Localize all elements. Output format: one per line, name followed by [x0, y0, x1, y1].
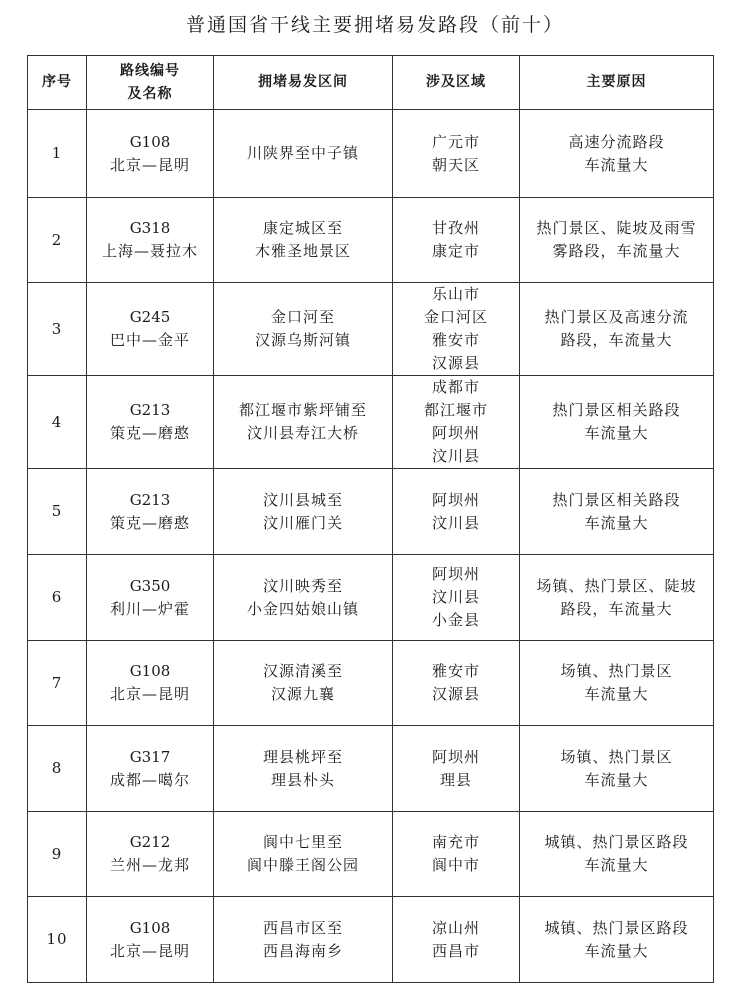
cell-area [393, 812, 520, 897]
reason-line: 车流量大 [584, 685, 649, 703]
reason-line: 热门景区相关路段 [552, 490, 681, 509]
cell-no: 10 [28, 897, 87, 983]
cell-section [214, 110, 393, 198]
section-line: 理县朴头 [270, 770, 335, 789]
cell-route [87, 198, 214, 283]
area-line: 成都市 [431, 378, 480, 396]
route-code: G108 [129, 918, 171, 937]
cell-section [214, 198, 393, 283]
cell-no: 7 [28, 641, 87, 726]
area-line: 南充市 [431, 833, 480, 851]
area-line: 汉源县 [431, 685, 480, 703]
section-line: 汶川映秀至 [262, 576, 343, 595]
cell-no: 1 [28, 110, 87, 198]
cell-reason [520, 726, 714, 812]
area-line: 乐山市 [431, 285, 480, 303]
table-row [28, 897, 714, 983]
section-line: 都江堰市紫坪铺至 [238, 401, 367, 419]
reason-line: 车流量大 [584, 941, 649, 960]
route-code: G212 [129, 833, 171, 851]
table-row [28, 469, 714, 555]
area-line: 康定市 [431, 242, 480, 260]
section-line: 汶川县寿江大桥 [246, 424, 359, 442]
cell-no: 2 [28, 198, 87, 283]
reason-line: 路段，车流量大 [560, 331, 673, 349]
area-line: 汶川县 [431, 588, 480, 606]
table-row [28, 283, 714, 376]
table-header-row [28, 56, 714, 110]
route-name: 策克—磨憨 [109, 424, 190, 442]
table-row [28, 726, 714, 812]
cell-reason [520, 897, 714, 983]
route-code: G245 [129, 308, 171, 326]
route-name: 上海—聂拉木 [101, 242, 198, 260]
cell-no: 9 [28, 812, 87, 897]
cell-reason [520, 641, 714, 726]
header-route [87, 56, 214, 110]
cell-no: 4 [28, 376, 87, 469]
cell-section [214, 469, 393, 555]
reason-line: 车流量大 [584, 770, 649, 789]
header-section: 拥堵易发区间 [214, 56, 393, 110]
cell-reason [520, 812, 714, 897]
reason-line: 路段，车流量大 [560, 599, 673, 618]
cell-area [393, 198, 520, 283]
congestion-table [27, 55, 714, 983]
section-line: 理县桃坪至 [262, 747, 343, 766]
reason-line: 车流量大 [584, 424, 649, 442]
cell-no: 3 [28, 283, 87, 376]
section-line: 川陕界至中子镇 [246, 144, 359, 162]
area-line: 小金县 [431, 611, 480, 629]
cell-area [393, 376, 520, 469]
cell-route [87, 555, 214, 641]
table-row [28, 555, 714, 641]
cell-area [393, 641, 520, 726]
area-line: 阆中市 [431, 856, 480, 874]
area-line: 汶川县 [431, 513, 480, 532]
cell-route [87, 110, 214, 198]
cell-route [87, 641, 214, 726]
cell-section [214, 641, 393, 726]
section-line: 小金四姑娘山镇 [246, 599, 359, 618]
section-line: 金口河至 [270, 308, 335, 326]
area-line: 阿坝州 [431, 747, 480, 766]
cell-route [87, 376, 214, 469]
header-reason: 主要原因 [520, 56, 714, 110]
section-line: 康定城区至 [262, 219, 343, 237]
reason-line: 车流量大 [584, 513, 649, 532]
reason-line: 热门景区及高速分流 [544, 308, 689, 326]
area-line: 阿坝州 [431, 565, 480, 583]
table-row [28, 812, 714, 897]
route-name: 北京—昆明 [109, 155, 190, 174]
section-line: 汉源清溪至 [262, 662, 343, 680]
cell-section [214, 726, 393, 812]
cell-section [214, 555, 393, 641]
cell-area [393, 110, 520, 198]
cell-area [393, 726, 520, 812]
cell-reason [520, 283, 714, 376]
table-row [28, 376, 714, 469]
section-line: 西昌市区至 [262, 918, 343, 937]
area-line: 阿坝州 [431, 490, 480, 509]
cell-area [393, 283, 520, 376]
reason-line: 城镇、热门景区路段 [544, 833, 689, 851]
section-line: 汶川雁门关 [262, 513, 343, 532]
route-name: 利川—炉霍 [109, 599, 190, 618]
route-code: G108 [129, 662, 171, 680]
route-name: 北京—昆明 [109, 685, 190, 703]
table-row [28, 641, 714, 726]
route-code: G108 [129, 132, 171, 151]
reason-line: 热门景区相关路段 [552, 401, 681, 419]
reason-line: 城镇、热门景区路段 [544, 918, 689, 937]
cell-no: 8 [28, 726, 87, 812]
cell-reason [520, 198, 714, 283]
reason-line: 车流量大 [584, 155, 649, 174]
table-row [28, 110, 714, 198]
section-line: 木雅圣地景区 [254, 242, 351, 260]
section-line: 汶川县城至 [262, 490, 343, 509]
section-line: 西昌海南乡 [262, 941, 343, 960]
document-title: 普通国省干线主要拥堵易发路段（前十） [185, 14, 564, 36]
header-route-line1: 路线编号 [120, 62, 180, 79]
header-no: 序号 [28, 56, 87, 110]
route-code: G213 [129, 401, 171, 419]
area-line: 广元市 [431, 132, 480, 151]
area-line: 理县 [439, 770, 472, 789]
area-line: 金口河区 [423, 308, 488, 326]
cell-section [214, 283, 393, 376]
reason-line: 车流量大 [584, 856, 649, 874]
route-name: 成都—噶尔 [109, 770, 190, 789]
reason-line: 热门景区、陡坡及雨雪 [536, 219, 697, 237]
cell-area [393, 897, 520, 983]
reason-line: 场镇、热门景区、陡坡 [536, 576, 697, 595]
section-line: 汉源九襄 [270, 685, 335, 703]
cell-reason [520, 469, 714, 555]
route-code: G213 [129, 490, 171, 509]
section-line: 阆中七里至 [262, 833, 343, 851]
reason-line: 高速分流路段 [568, 132, 665, 151]
area-line: 都江堰市 [423, 401, 488, 419]
area-line: 朝天区 [431, 155, 480, 174]
area-line: 雅安市 [431, 331, 480, 349]
area-line: 汉源县 [431, 354, 480, 372]
cell-no: 5 [28, 469, 87, 555]
cell-reason [520, 110, 714, 198]
cell-route [87, 726, 214, 812]
area-line: 雅安市 [431, 662, 480, 680]
route-code: G318 [129, 219, 171, 237]
area-line: 凉山州 [431, 918, 480, 937]
header-area: 涉及区域 [393, 56, 520, 110]
route-code: G350 [129, 576, 171, 595]
cell-no: 6 [28, 555, 87, 641]
route-name: 兰州—龙邦 [109, 856, 190, 874]
table-row [28, 198, 714, 283]
cell-area [393, 555, 520, 641]
cell-route [87, 812, 214, 897]
header-route-line2: 及名称 [127, 85, 173, 102]
cell-reason [520, 376, 714, 469]
reason-line: 场镇、热门景区 [560, 747, 673, 766]
route-name: 策克—磨憨 [109, 513, 190, 532]
cell-route [87, 897, 214, 983]
route-code: G317 [129, 747, 171, 766]
cell-area [393, 469, 520, 555]
area-line: 汶川县 [431, 447, 480, 465]
section-line: 汉源乌斯河镇 [254, 331, 351, 349]
cell-section [214, 897, 393, 983]
cell-route [87, 283, 214, 376]
route-name: 北京—昆明 [109, 941, 190, 960]
table-body [28, 110, 714, 983]
route-name: 巴中—金平 [109, 331, 190, 349]
area-line: 阿坝州 [431, 424, 480, 442]
area-line: 西昌市 [431, 941, 480, 960]
cell-reason [520, 555, 714, 641]
area-line: 甘孜州 [431, 219, 480, 237]
cell-section [214, 376, 393, 469]
section-line: 阆中滕王阁公园 [246, 856, 359, 874]
reason-line: 雾路段，车流量大 [552, 242, 681, 260]
cell-section [214, 812, 393, 897]
cell-route [87, 469, 214, 555]
reason-line: 场镇、热门景区 [560, 662, 673, 680]
